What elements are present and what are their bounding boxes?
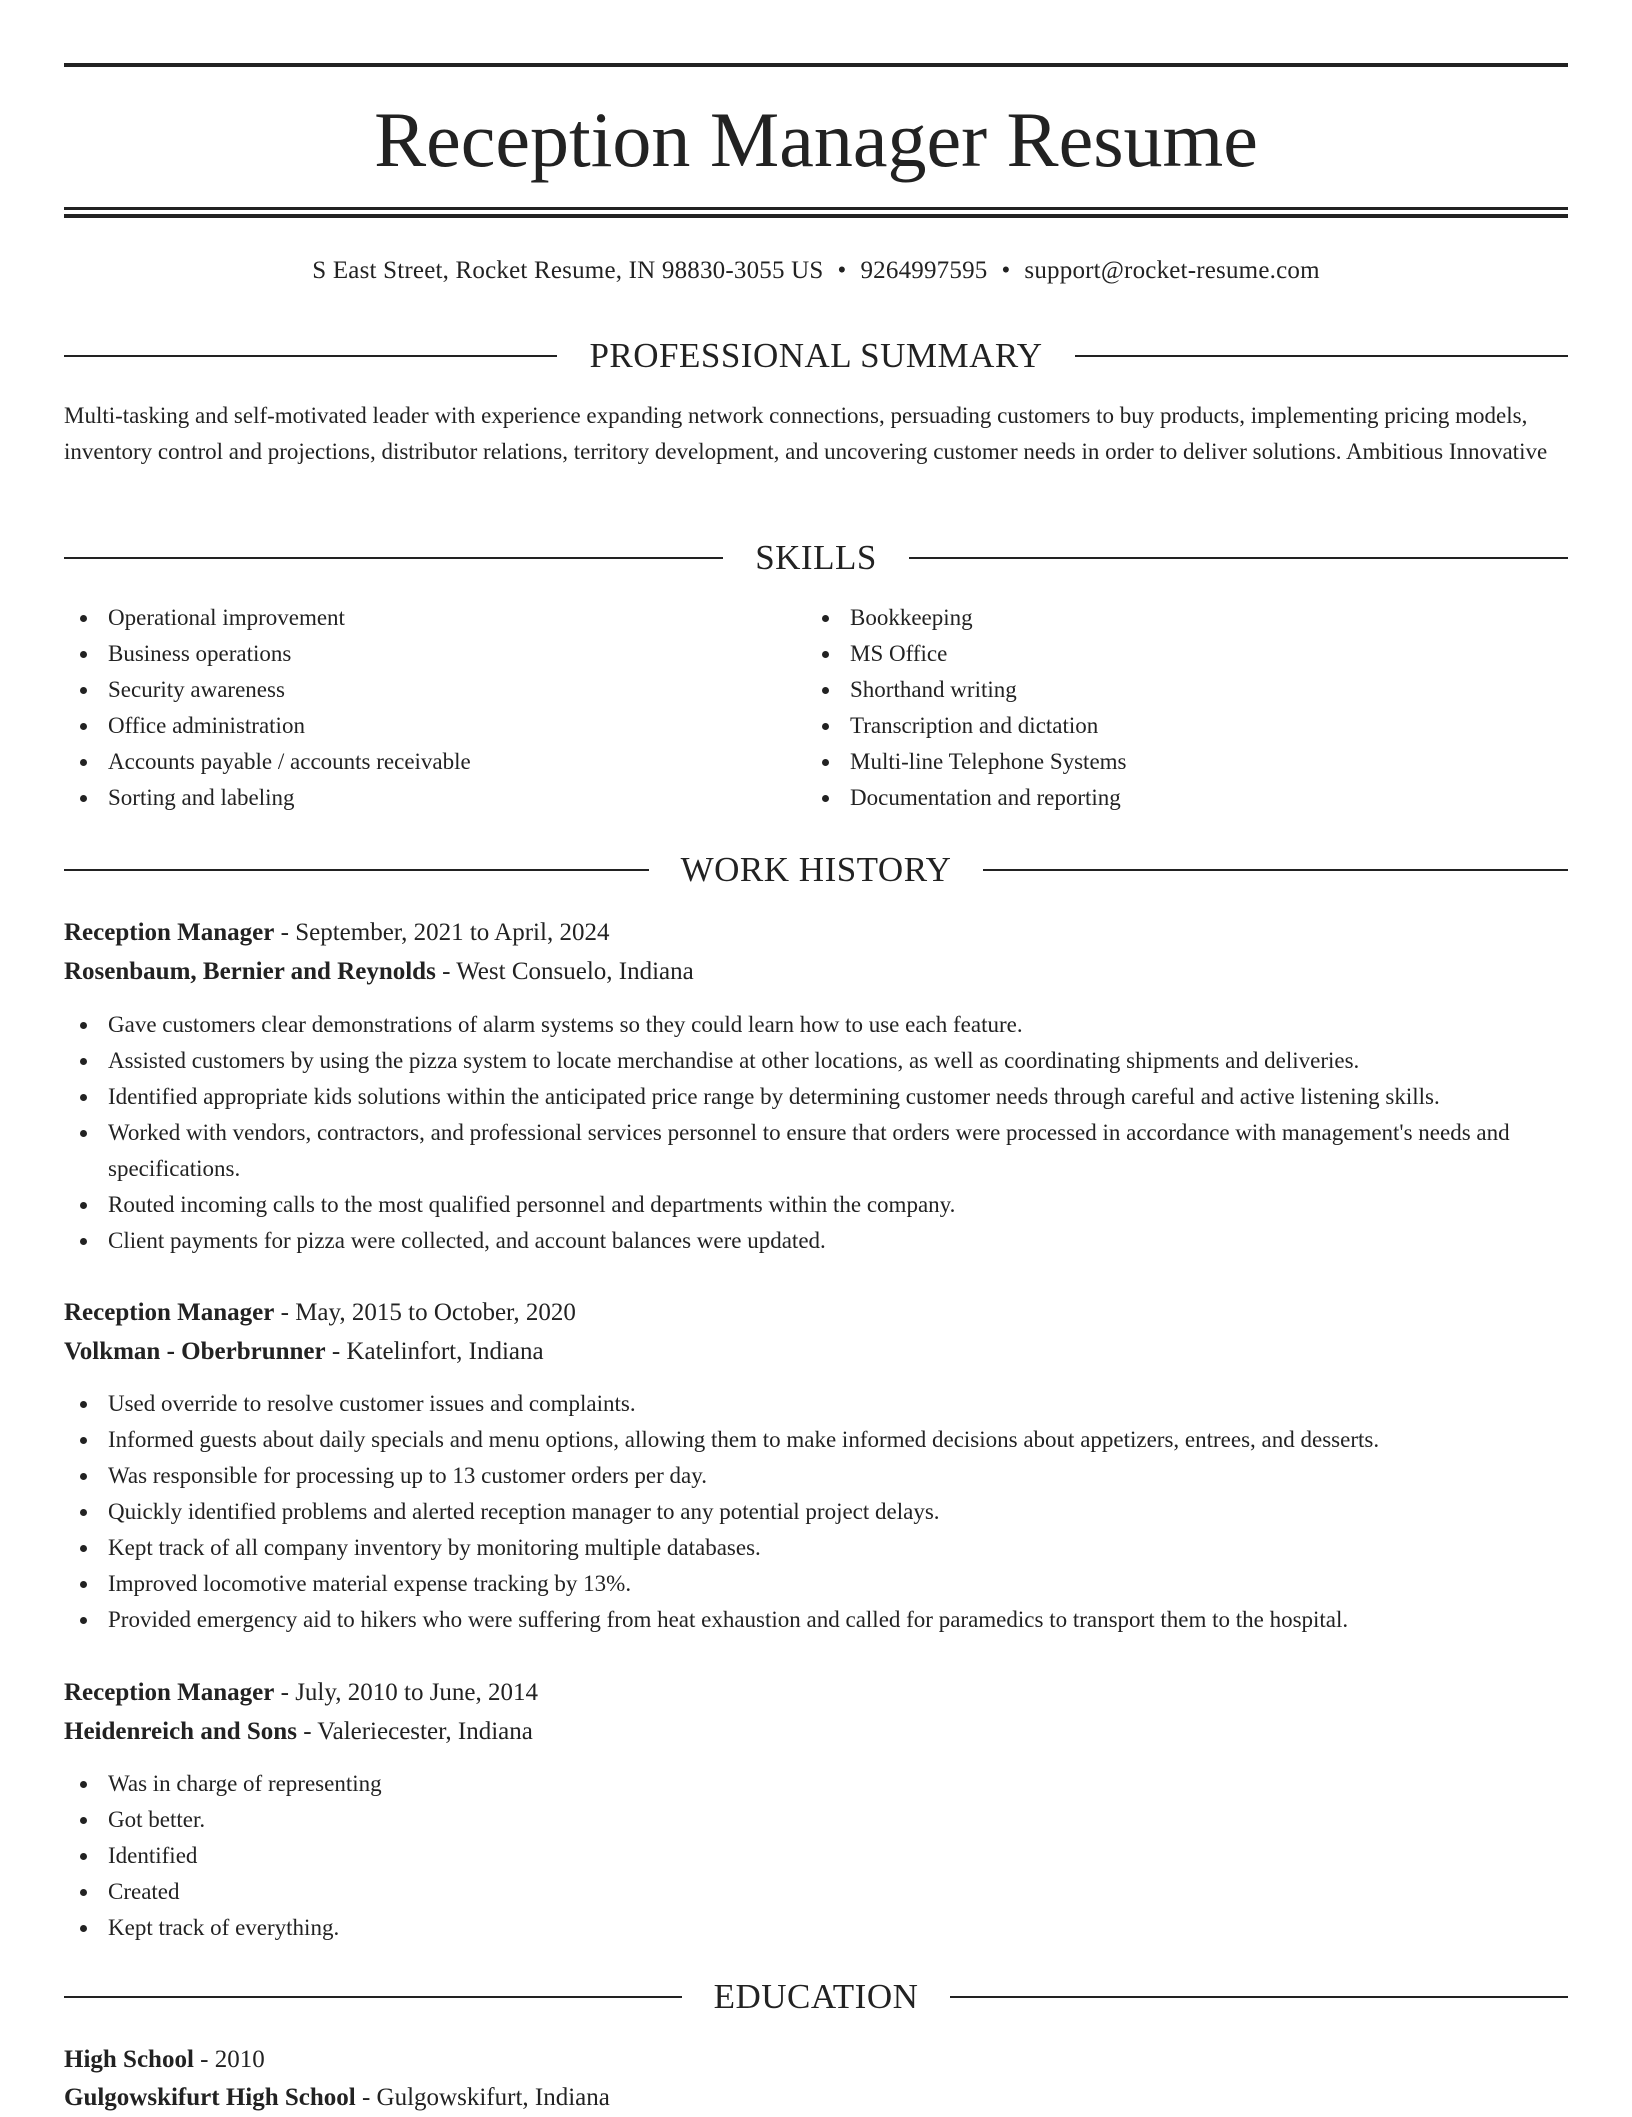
job-bullet: Worked with vendors, contractors, and professional services personnel to ensure that orders were processed in accordance with management's needs and specifications. <box>64 1115 1568 1187</box>
skill-item: Documentation and reporting <box>806 780 1127 816</box>
job-bullet: Kept track of all company inventory by monitoring multiple databases. <box>64 1530 1568 1566</box>
contact-separator: • <box>1001 257 1011 284</box>
job-bullet: Identified appropriate kids solutions within the anticipated price range by determining customer needs through careful and active listening skills. <box>64 1079 1568 1115</box>
skill-item: Transcription and dictation <box>806 708 1127 744</box>
contact-line <box>64 255 1568 287</box>
section-heading-skills <box>64 533 1568 583</box>
skills-list-right <box>806 600 1127 816</box>
heading-rule-right <box>909 557 1568 559</box>
skill-item: MS Office <box>806 636 1127 672</box>
summary-text: Multi-tasking and self-motivated leader with experience expanding network connections, persuading customers to buy products, implementing pricing models, inventory control and projections, distributor relations, territory development, and uncovering customer needs in order to deliver solutions. Ambitious Innovative <box>64 403 1548 464</box>
contact-address: S East Street, Rocket Resume, IN 98830-3055 US <box>312 257 824 284</box>
heading-rule-right <box>983 869 1568 871</box>
job-title-line <box>64 914 609 952</box>
job-bullet: Assisted customers by using the pizza system to locate merchandise at other locations, as well as coordinating shipments and deliveries. <box>64 1043 1568 1079</box>
contact-phone: 9264997595 <box>860 257 988 284</box>
job-bullet: Got better. <box>64 1802 1568 1838</box>
job-bullet: Informed guests about daily specials and menu options, allowing them to make informed decisions about appetizers, entrees, and desserts. <box>64 1422 1568 1458</box>
job-company-line <box>64 1333 544 1371</box>
job-bullet: Was responsible for processing up to 13 customer orders per day. <box>64 1458 1568 1494</box>
job-bullet: Routed incoming calls to the most qualified personnel and departments within the company. <box>64 1187 1568 1223</box>
heading-rule-left <box>64 1996 682 1998</box>
top-rule <box>64 63 1568 67</box>
section-heading-education <box>64 1972 1568 2022</box>
skill-item: Business operations <box>64 636 471 672</box>
job-bullet: Used override to resolve customer issues and complaints. <box>64 1386 1568 1422</box>
job-dates: - September, 2021 to April, 2024 <box>274 919 610 946</box>
job-title: Reception Manager <box>64 1679 275 1706</box>
skill-item: Operational improvement <box>64 600 471 636</box>
heading-rule-left <box>64 355 557 357</box>
heading-rule-left <box>64 869 649 871</box>
job-dates: - July, 2010 to June, 2014 <box>274 1679 539 1706</box>
job-location: - Valeriecester, Indiana <box>296 1718 533 1745</box>
education-degree-line <box>64 2041 265 2079</box>
job-bullet: Was in charge of representing <box>64 1766 1568 1802</box>
job-bullets <box>64 1007 1568 1259</box>
job-bullets <box>64 1766 1568 1946</box>
job-bullet: Improved locomotive material expense tracking by 13%. <box>64 1566 1568 1602</box>
job-company-line <box>64 1713 533 1751</box>
skill-item: Bookkeeping <box>806 600 1127 636</box>
education-degree: High School <box>64 2046 194 2073</box>
education-location: - Gulgowskifurt, Indiana <box>355 2084 610 2111</box>
job-bullet: Identified <box>64 1838 1568 1874</box>
section-title: EDUCATION <box>713 1977 919 2016</box>
section-heading-summary <box>64 331 1568 381</box>
job-bullet: Kept track of everything. <box>64 1910 1568 1946</box>
job-company-line <box>64 953 694 991</box>
title-double-rule <box>64 207 1568 218</box>
section-title: WORK HISTORY <box>680 850 952 889</box>
job-company: Rosenbaum, Bernier and Reynolds <box>64 958 436 985</box>
job-title: Reception Manager <box>64 919 275 946</box>
education-school-line <box>64 2079 610 2117</box>
job-title-line <box>64 1294 576 1332</box>
heading-rule-right <box>1075 355 1568 357</box>
job-company: Volkman - Oberbrunner <box>64 1338 326 1365</box>
job-bullet: Gave customers clear demonstrations of alarm systems so they could learn how to use each feature. <box>64 1007 1568 1043</box>
skill-item: Shorthand writing <box>806 672 1127 708</box>
job-title: Reception Manager <box>64 1299 275 1326</box>
section-title: SKILLS <box>755 538 877 577</box>
skill-item: Accounts payable / accounts receivable <box>64 744 471 780</box>
contact-email: support@rocket-resume.com <box>1024 257 1320 284</box>
section-heading-work-history <box>64 845 1568 895</box>
section-title: PROFESSIONAL SUMMARY <box>589 336 1043 375</box>
heading-rule-right <box>950 1996 1568 1998</box>
education-school: Gulgowskifurt High School <box>64 2084 356 2111</box>
heading-rule-left <box>64 557 723 559</box>
job-company: Heidenreich and Sons <box>64 1718 297 1745</box>
skill-item: Office administration <box>64 708 471 744</box>
job-bullet: Quickly identified problems and alerted reception manager to any potential project delays. <box>64 1494 1568 1530</box>
job-dates: - May, 2015 to October, 2020 <box>274 1299 576 1326</box>
resume-title: Reception Manager Resume <box>374 96 1258 183</box>
skill-item: Multi-line Telephone Systems <box>806 744 1127 780</box>
job-bullet: Provided emergency aid to hikers who were suffering from heat exhaustion and called for paramedics to transport them to the hospital. <box>64 1602 1568 1638</box>
education-year: - 2010 <box>193 2046 265 2073</box>
job-bullet: Client payments for pizza were collected, and account balances were updated. <box>64 1223 1568 1259</box>
skill-item: Sorting and labeling <box>64 780 471 816</box>
skills-list-left <box>64 600 471 816</box>
skill-item: Security awareness <box>64 672 471 708</box>
job-location: - West Consuelo, Indiana <box>435 958 694 985</box>
contact-separator: • <box>837 257 847 284</box>
job-bullet: Created <box>64 1874 1568 1910</box>
job-title-line <box>64 1674 538 1712</box>
job-bullets <box>64 1386 1568 1638</box>
job-location: - Katelinfort, Indiana <box>325 1338 544 1365</box>
